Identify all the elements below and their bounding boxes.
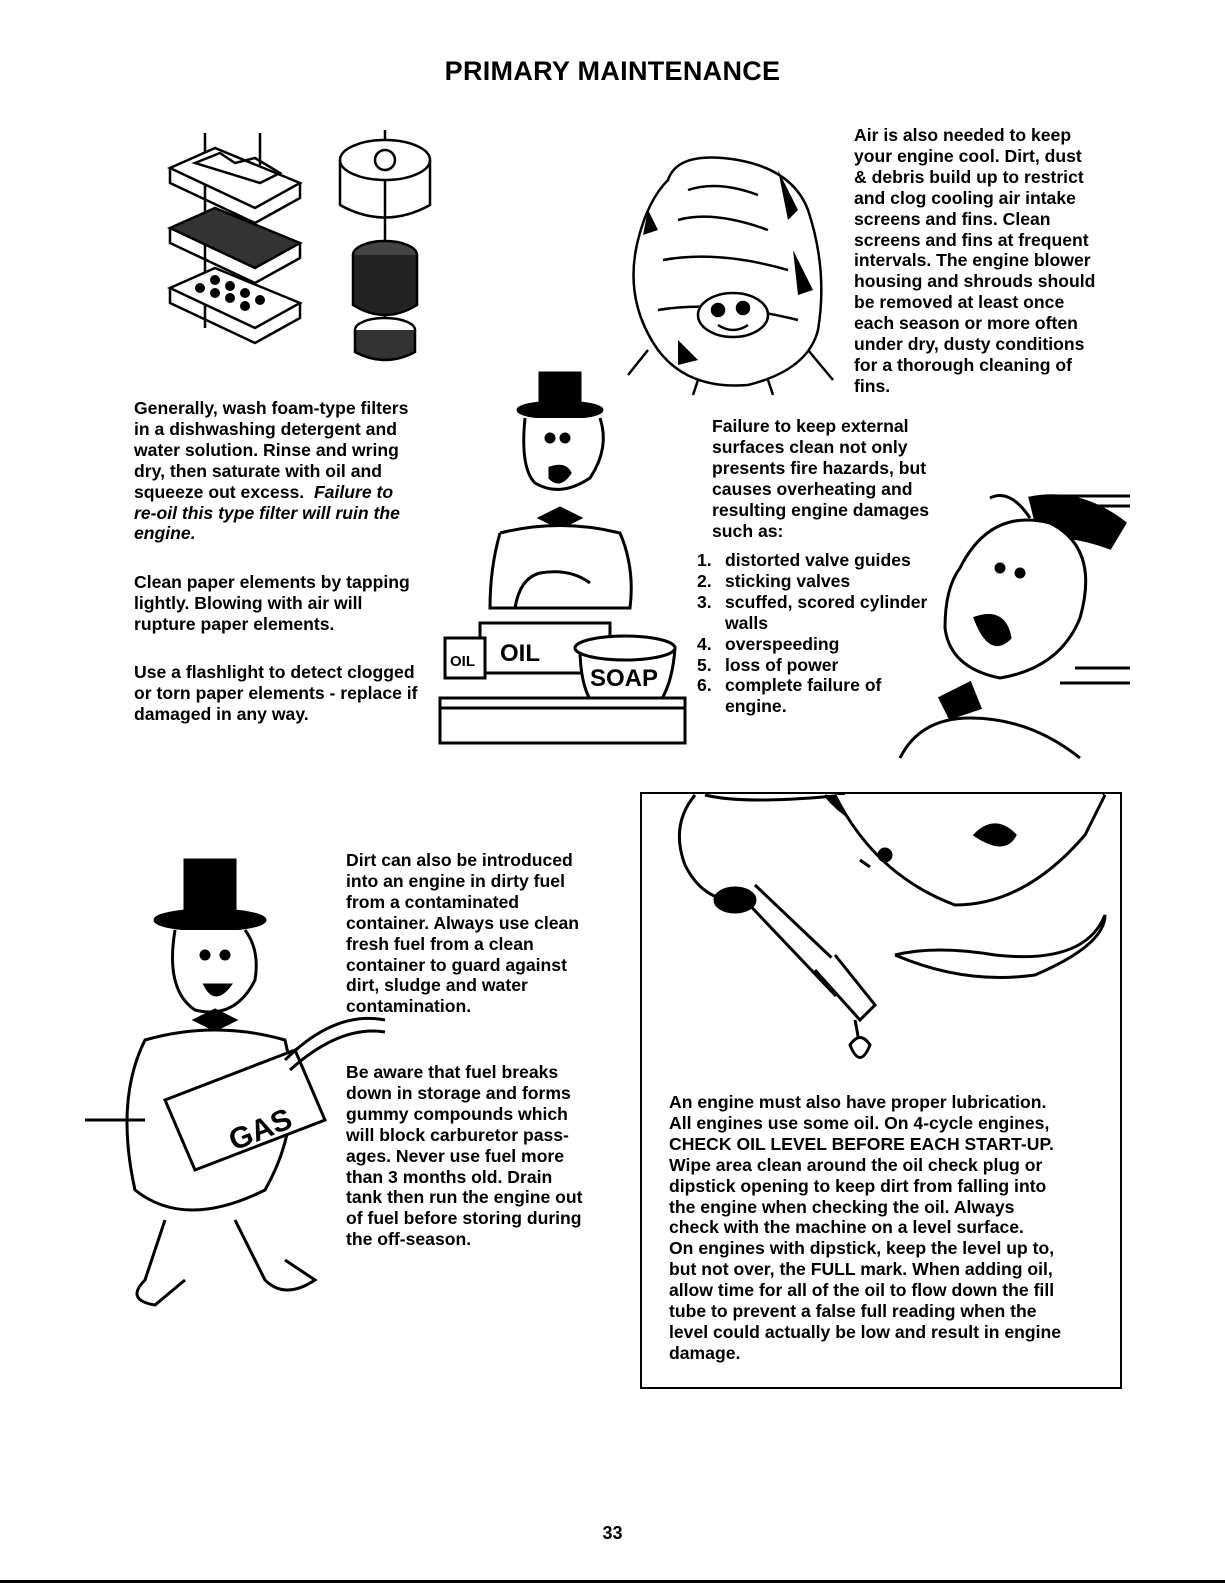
text-line: into an engine in dirty fuel [346, 870, 565, 891]
page-number: 33 [602, 1523, 623, 1543]
foam-filter-paragraph [134, 398, 408, 544]
text-line: CHECK OIL LEVEL BEFORE EACH START-UP. [669, 1133, 1054, 1154]
list-item [697, 696, 927, 717]
lubrication-paragraph [669, 1092, 1061, 1364]
dirty-engine-illustration [618, 150, 843, 398]
text-line: in a dishwashing detergent and [134, 418, 397, 439]
text-line: Use a flashlight to detect clogged [134, 662, 415, 682]
list-number: 6. [697, 675, 712, 696]
turtle-washing-filter-illustration [440, 368, 685, 746]
text-line: ages. Never use fuel more [346, 1145, 565, 1166]
text-line: but not over, the FULL mark. When adding oil, [669, 1259, 1053, 1280]
list-item [697, 613, 927, 634]
text-line: Generally, wash foam-type filters [134, 398, 409, 418]
text-line: Failure to keep external [712, 416, 909, 436]
list-item-text: overspeeding [725, 633, 840, 654]
text-line: level could actually be low and result in engine [669, 1321, 1062, 1342]
dipstick-illustration [665, 795, 1115, 1070]
text-line: rupture paper elements. [134, 613, 335, 634]
list-item [697, 550, 927, 571]
warning-text: Failure to [313, 481, 394, 502]
text-line: tube to prevent a false full reading when the [669, 1301, 1037, 1322]
list-item-text: distorted valve guides [725, 550, 911, 570]
list-number: 2. [697, 570, 712, 591]
oil-can-label: OIL [450, 653, 475, 670]
text-line: dipstick opening to keep dirt from falling into [669, 1175, 1047, 1196]
text-line: lightly. Blowing with air will [134, 592, 363, 613]
text-line: tank then run the engine out [346, 1187, 583, 1208]
turtle-gas-can-illustration [85, 860, 390, 1315]
bottom-rule [0, 1580, 1225, 1583]
text-run: squeeze out excess. [134, 481, 314, 502]
text-line: Air is also needed to keep [854, 125, 1072, 145]
text-line: fins. [854, 375, 891, 396]
list-item [697, 655, 927, 676]
round-air-filter-illustration [335, 130, 435, 370]
text-line: water solution. Rinse and wring [134, 439, 399, 460]
text-line: Clean paper elements by tapping [134, 572, 410, 592]
text-line: presents fire hazards, but [712, 457, 927, 478]
text-line: your engine cool. Dirt, dust [854, 145, 1082, 166]
text-line: allow time for all of the oil to flow down the fill [669, 1280, 1055, 1301]
list-item [697, 592, 927, 613]
text-line: under dry, dusty conditions [854, 334, 1085, 355]
text-line: of fuel before storing during [346, 1208, 582, 1229]
warning-text: re-oil this type filter will ruin the [134, 502, 400, 523]
text-line: from a contaminated [346, 891, 520, 912]
list-item-text: walls [725, 612, 769, 633]
text-line: housing and shrouds should [854, 271, 1096, 292]
text-line: gummy compounds which [346, 1103, 568, 1124]
list-item-text: engine. [725, 696, 787, 717]
flashlight-paragraph [134, 662, 418, 725]
oil-box-label: OIL [500, 640, 540, 667]
text-line [134, 482, 408, 503]
text-line: Dirt can also be introduced [346, 850, 573, 870]
text-line: the off-season. [346, 1229, 472, 1250]
rectangular-air-filter-illustration [160, 128, 310, 358]
list-item-text: loss of power [725, 654, 839, 675]
failure-paragraph [712, 416, 929, 541]
text-line: An engine must also have proper lubrication. [669, 1092, 1047, 1112]
list-item-text: complete failure of [725, 675, 882, 696]
text-line: surfaces clean not only [712, 436, 908, 457]
warning-text: engine. [134, 523, 196, 544]
text-line: & debris build up to restrict [854, 166, 1084, 187]
text-line: such as: [712, 520, 784, 541]
text-line: screens and fins. Clean [854, 208, 1051, 229]
text-line: will block carburetor pass- [346, 1124, 569, 1145]
dirty-fuel-paragraph [346, 850, 579, 1017]
text-line: damage. [669, 1342, 741, 1363]
text-line: resulting engine damages [712, 499, 930, 520]
text-line: container to guard against [346, 954, 567, 975]
text-line: for a thorough cleaning of [854, 354, 1072, 375]
text-line: or torn paper elements - replace if [134, 682, 418, 703]
text-line: each season or more often [854, 313, 1078, 334]
text-line: check with the machine on a level surface. [669, 1217, 1024, 1238]
list-number: 3. [697, 591, 712, 612]
list-number: 1. [697, 550, 712, 570]
text-line: screens and fins at frequent [854, 229, 1089, 250]
list-number: 5. [697, 654, 712, 675]
fuel-storage-paragraph [346, 1062, 583, 1250]
soap-label: SOAP [590, 665, 659, 692]
text-line: dirt, sludge and water [346, 975, 528, 996]
gas-can-label: GAS [224, 1102, 297, 1158]
text-line: contamination. [346, 996, 472, 1017]
text-line: fresh fuel from a clean [346, 933, 534, 954]
list-item-text: scuffed, scored cylinder [725, 591, 928, 612]
list-item [697, 675, 927, 696]
text-line: dry, then saturate with oil and [134, 460, 382, 481]
text-line: and clog cooling air intake [854, 187, 1076, 208]
text-line: Be aware that fuel breaks [346, 1062, 559, 1082]
text-line: Wipe area clean around the oil check plug or [669, 1154, 1043, 1175]
text-line: damaged in any way. [134, 703, 309, 724]
list-item [697, 571, 927, 592]
cooling-paragraph [854, 125, 1095, 397]
list-number: 4. [697, 633, 712, 654]
text-line: the engine when checking the oil. Always [669, 1196, 1015, 1217]
paper-element-paragraph [134, 572, 410, 635]
engine-damage-list [697, 550, 927, 717]
text-line: intervals. The engine blower [854, 250, 1091, 271]
list-item-text: sticking valves [725, 570, 851, 591]
text-line: down in storage and forms [346, 1082, 571, 1103]
text-line: All engines use some oil. On 4-cycle engines, [669, 1112, 1050, 1133]
text-line: than 3 months old. Drain [346, 1166, 553, 1187]
text-line: causes overheating and [712, 478, 913, 499]
list-item [697, 634, 927, 655]
text-line: be removed at least once [854, 292, 1065, 313]
text-line: On engines with dipstick, keep the level up to, [669, 1238, 1055, 1259]
page-title: PRIMARY MAINTENANCE [444, 56, 781, 86]
text-line: container. Always use clean [346, 912, 580, 933]
